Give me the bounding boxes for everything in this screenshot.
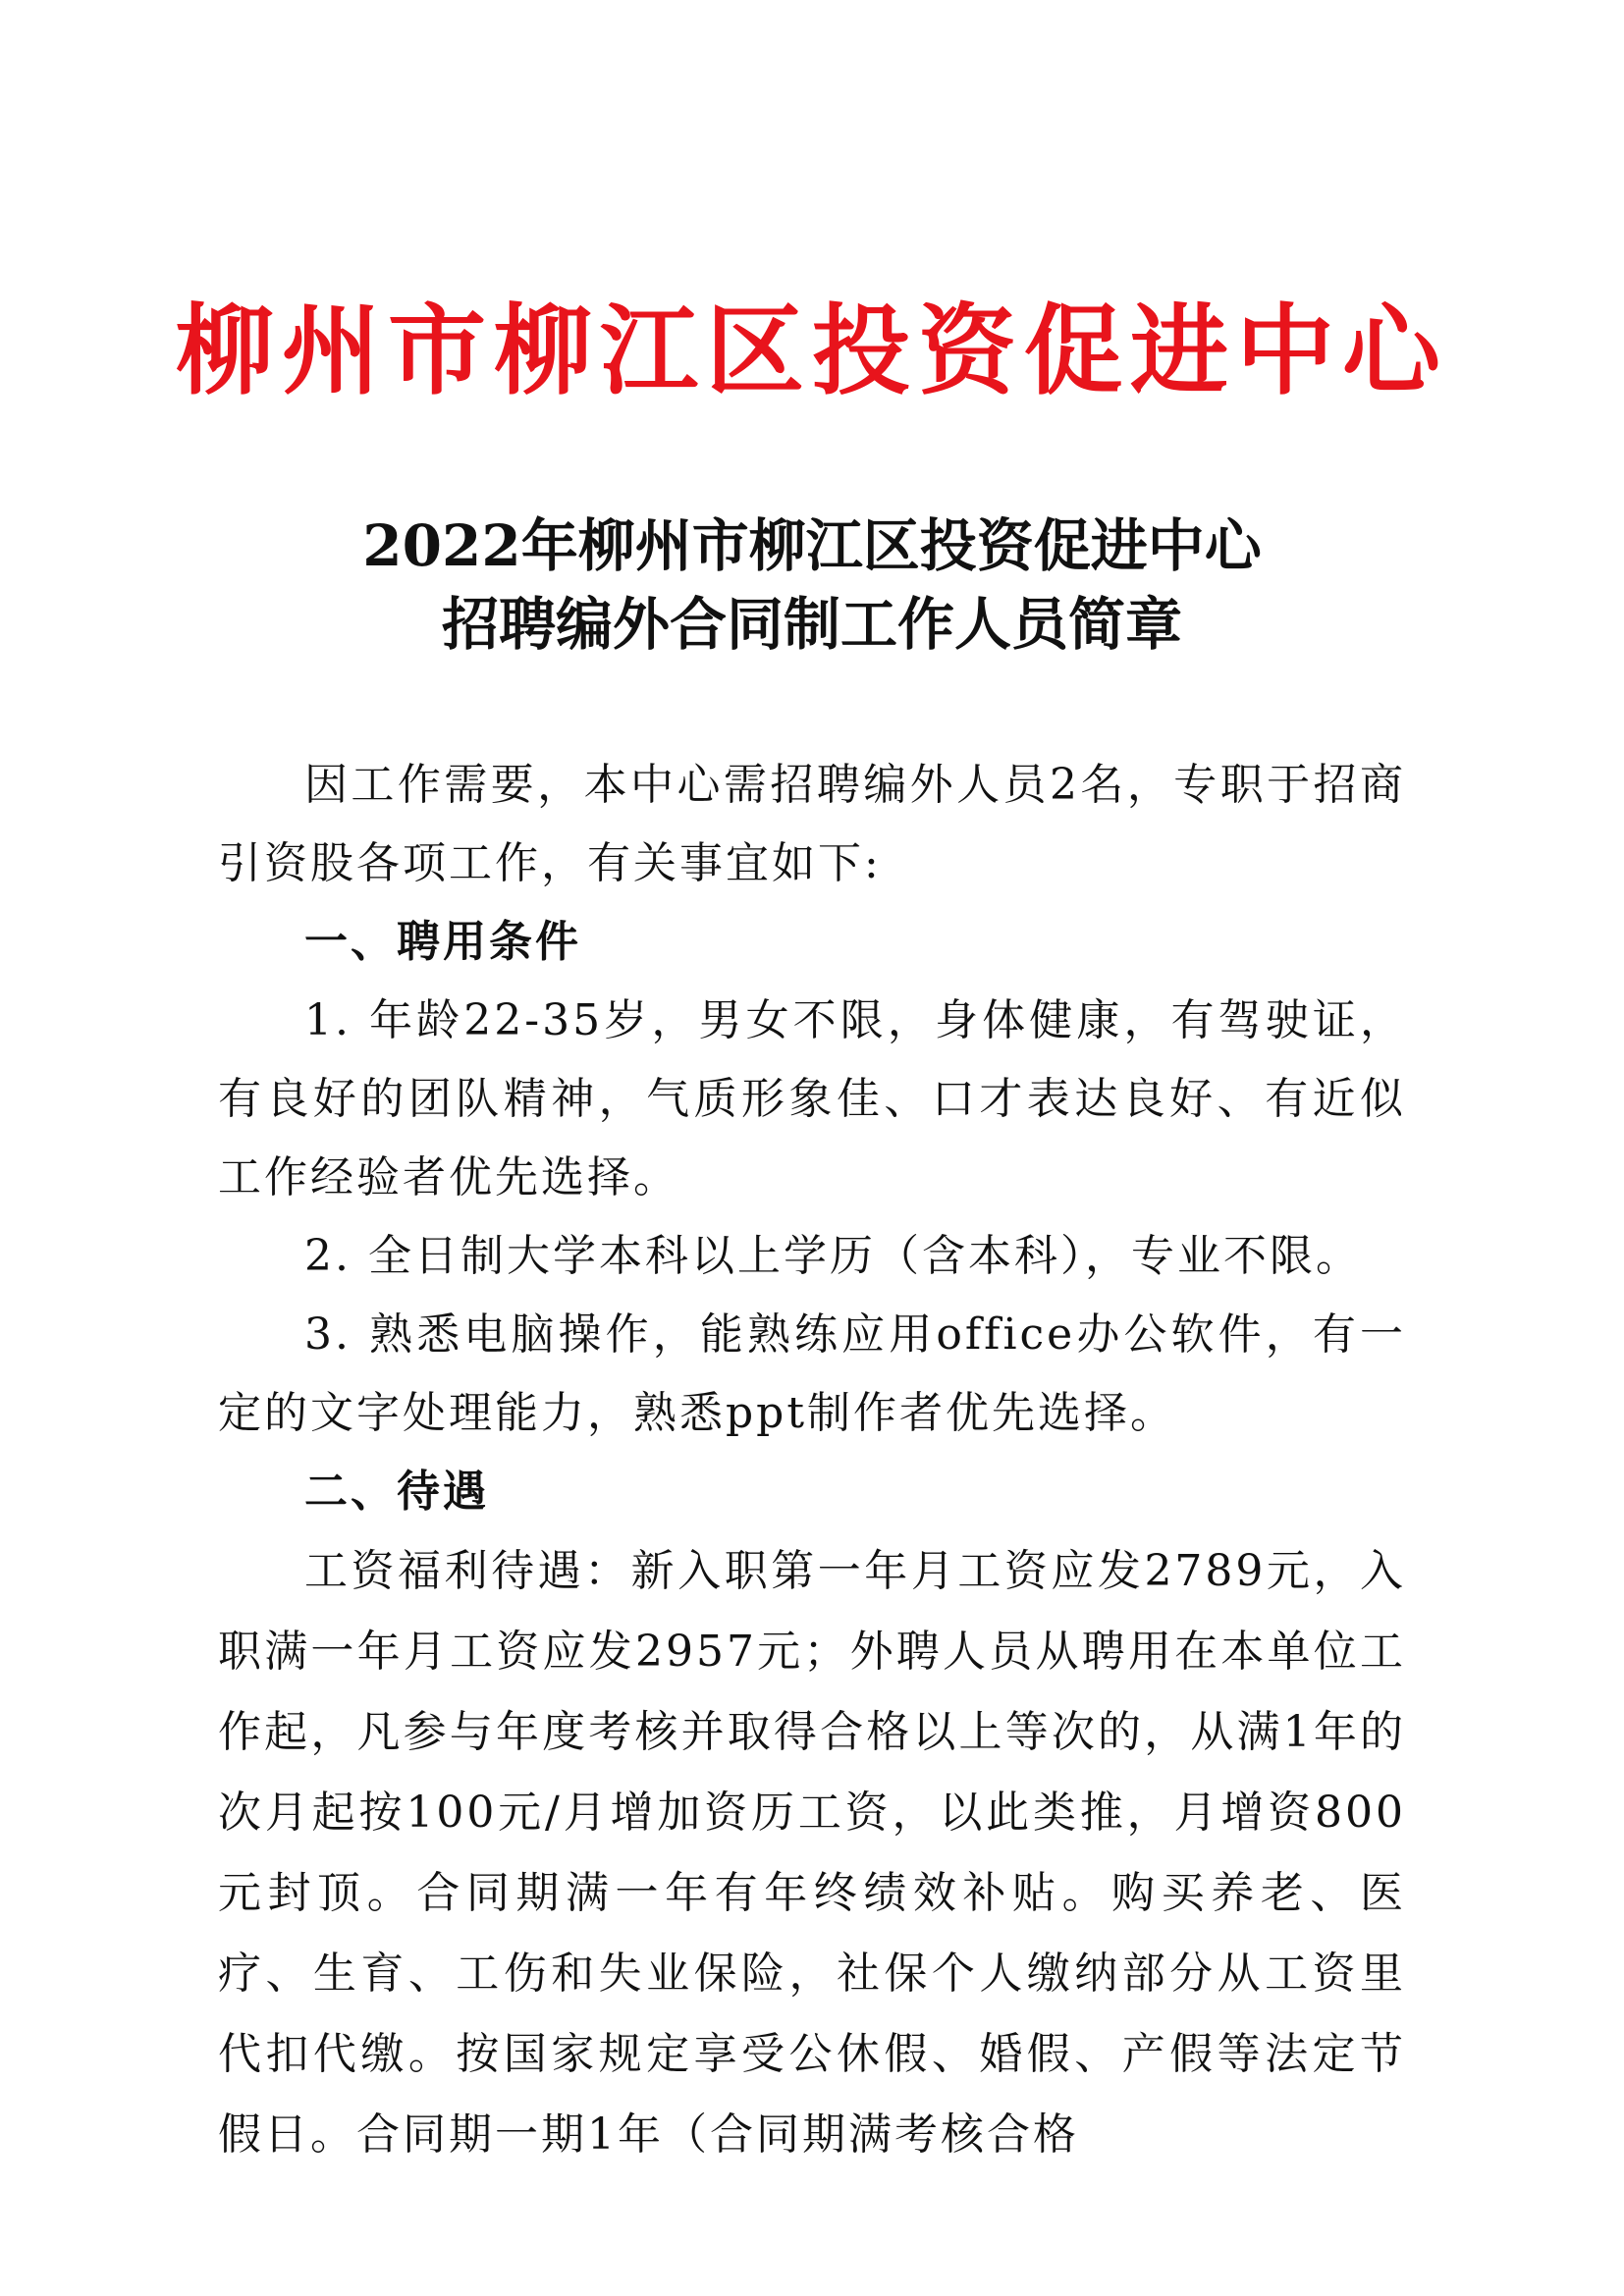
intro-paragraph: 因工作需要，本中心需招聘编外人员2名，专职于招商引资股各项工作，有关事宜如下: xyxy=(218,760,1406,888)
benefits-paragraph: 工资福利待遇：新入职第一年月工资应发2789元，入职满一年月工资应发2957元；外聘人员从聘用在本单位工作起，凡参与年度考核并取得合格以上等次的，从满1年的次月起按100元/月增加资历工资，以此类推，月增资800元封顶。合同期满一年有年终绩效补贴。购买养老、医疗、生育、工伤和失业保险，社保个人缴纳部分从工资里代扣代缴。按国家规定享受公休假、婚假、产假等法定节假日。合同期一期1年（合同期满考核合格 xyxy=(218,1546,1406,2160)
section-heading-benefits: 二、待遇 xyxy=(304,1467,489,1517)
condition-item-2: 2. 全日制大学本科以上学历（含本科），专业不限。 xyxy=(304,1231,1362,1281)
condition-item-1: 1. 年龄22-35岁，男女不限，身体健康，有驾驶证，有良好的团队精神，气质形象佳、口才表达良好、有近似工作经验者优先选择。 xyxy=(218,995,1406,1202)
document-body xyxy=(218,746,1406,2175)
condition-item-3: 3. 熟悉电脑操作，能熟练应用office办公软件，有一定的文字处理能力，熟悉ppt制作者优先选择。 xyxy=(218,1309,1406,1438)
section-heading-conditions: 一、聘用条件 xyxy=(304,917,581,967)
document-title-line-2: 招聘编外合同制工作人员简章 xyxy=(441,591,1182,658)
document-title-line-1: 2022年柳州市柳江区投资促进中心 xyxy=(362,512,1262,579)
organization-header: 柳州市柳江区投资促进中心 xyxy=(176,293,1448,408)
